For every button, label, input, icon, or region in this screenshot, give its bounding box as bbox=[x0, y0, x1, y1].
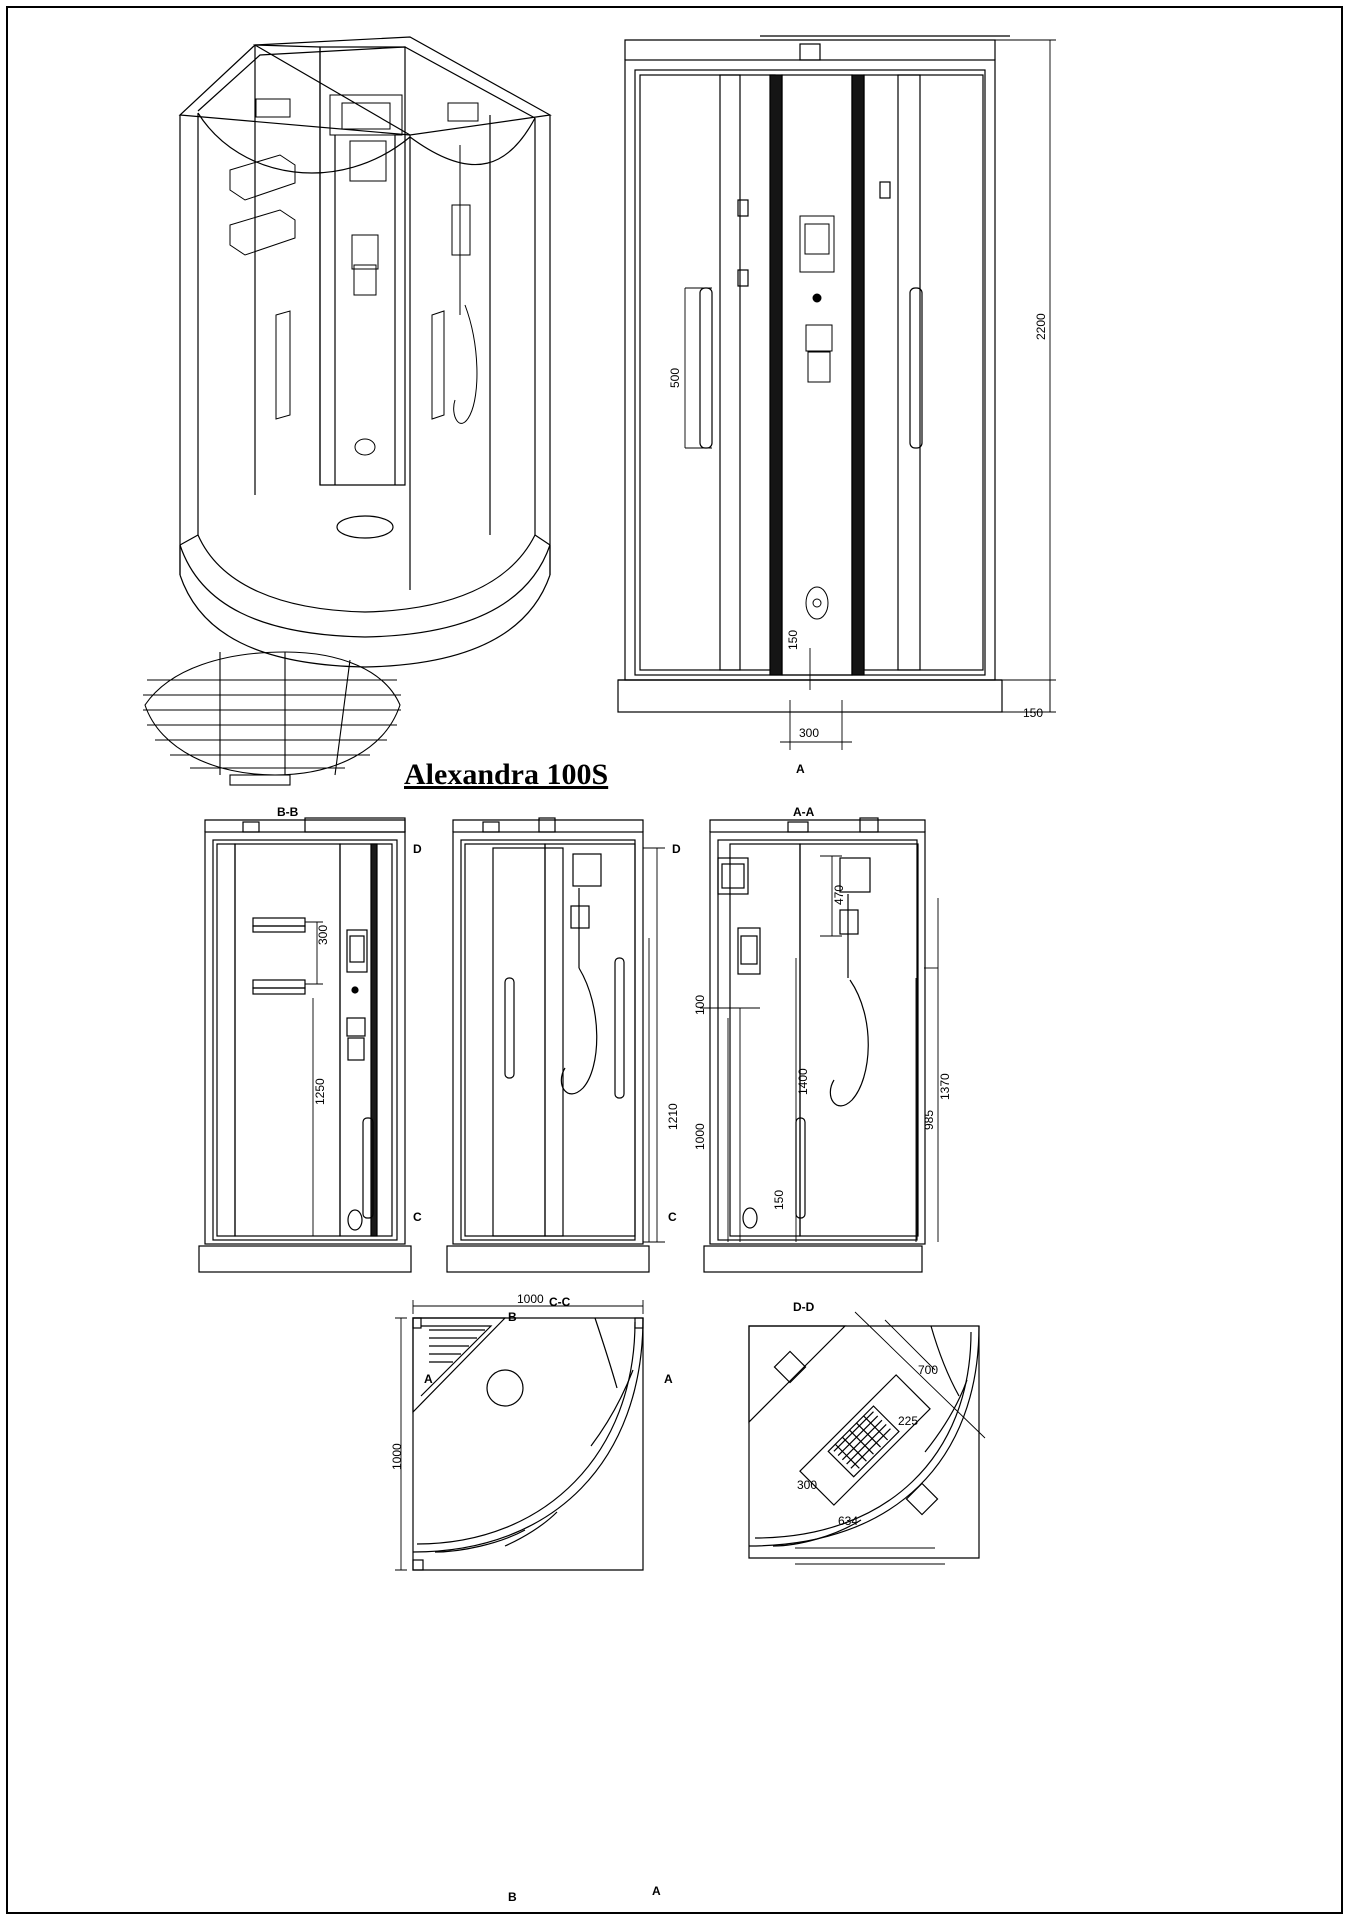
section-mark-c-right: C bbox=[668, 1210, 677, 1224]
section-label-dd: D-D bbox=[793, 1300, 815, 1314]
page-title: Alexandra 100S bbox=[404, 758, 609, 791]
dim-1210: 1210 bbox=[666, 1103, 680, 1130]
dim-bb-1250: 1250 bbox=[313, 1078, 327, 1105]
front-elevation bbox=[610, 30, 1090, 770]
dim-150-drain: 150 bbox=[786, 629, 800, 650]
section-mark-a-plan-bottom: A bbox=[652, 1884, 661, 1898]
dim-1400: 1400 bbox=[796, 1068, 810, 1095]
dim-dd-634: 634 bbox=[838, 1514, 859, 1528]
section-mark-a-plan-left: A bbox=[424, 1372, 433, 1386]
section-b-b bbox=[195, 818, 435, 1288]
section-mark-a: A bbox=[796, 762, 805, 776]
dim-bb-300: 300 bbox=[316, 924, 330, 945]
seat-tray-detail bbox=[135, 650, 415, 800]
dim-dd-700: 700 bbox=[918, 1363, 939, 1377]
section-label-bb: B-B bbox=[277, 805, 299, 819]
dim-1370: 1370 bbox=[938, 1073, 952, 1100]
section-a-a bbox=[700, 818, 960, 1288]
section-mark-a-plan-right: A bbox=[664, 1372, 673, 1386]
section-mark-d-right: D bbox=[672, 842, 681, 856]
dim-150-tray: 150 bbox=[1023, 706, 1044, 720]
dim-1000: 1000 bbox=[693, 1123, 707, 1150]
section-mark-b-plan-top: B bbox=[508, 1310, 517, 1324]
section-mark-d-left: D bbox=[413, 842, 422, 856]
dim-aa-150: 150 bbox=[772, 1189, 786, 1210]
dim-470: 470 bbox=[832, 884, 846, 905]
dim-dd-300: 300 bbox=[797, 1478, 818, 1492]
dim-500: 500 bbox=[668, 367, 682, 388]
isometric-view bbox=[80, 15, 600, 655]
dim-dd-225: 225 bbox=[898, 1414, 919, 1428]
section-label-aa: A-A bbox=[793, 805, 815, 819]
middle-elevation bbox=[443, 818, 673, 1288]
dim-985: 985 bbox=[922, 1109, 936, 1130]
dim-cc-1000-width: 1000 bbox=[517, 1292, 544, 1306]
dim-100: 100 bbox=[693, 994, 707, 1015]
section-mark-c-left: C bbox=[413, 1210, 422, 1224]
dim-300: 300 bbox=[799, 726, 820, 740]
plan-section-d-d bbox=[735, 1312, 1015, 1582]
dim-2200: 2200 bbox=[1034, 313, 1048, 340]
dim-cc-1000-depth: 1000 bbox=[390, 1443, 404, 1470]
section-label-cc: C-C bbox=[549, 1295, 571, 1309]
plan-section-c-c bbox=[395, 1300, 665, 1590]
section-mark-b-plan-bottom: B bbox=[508, 1890, 517, 1904]
